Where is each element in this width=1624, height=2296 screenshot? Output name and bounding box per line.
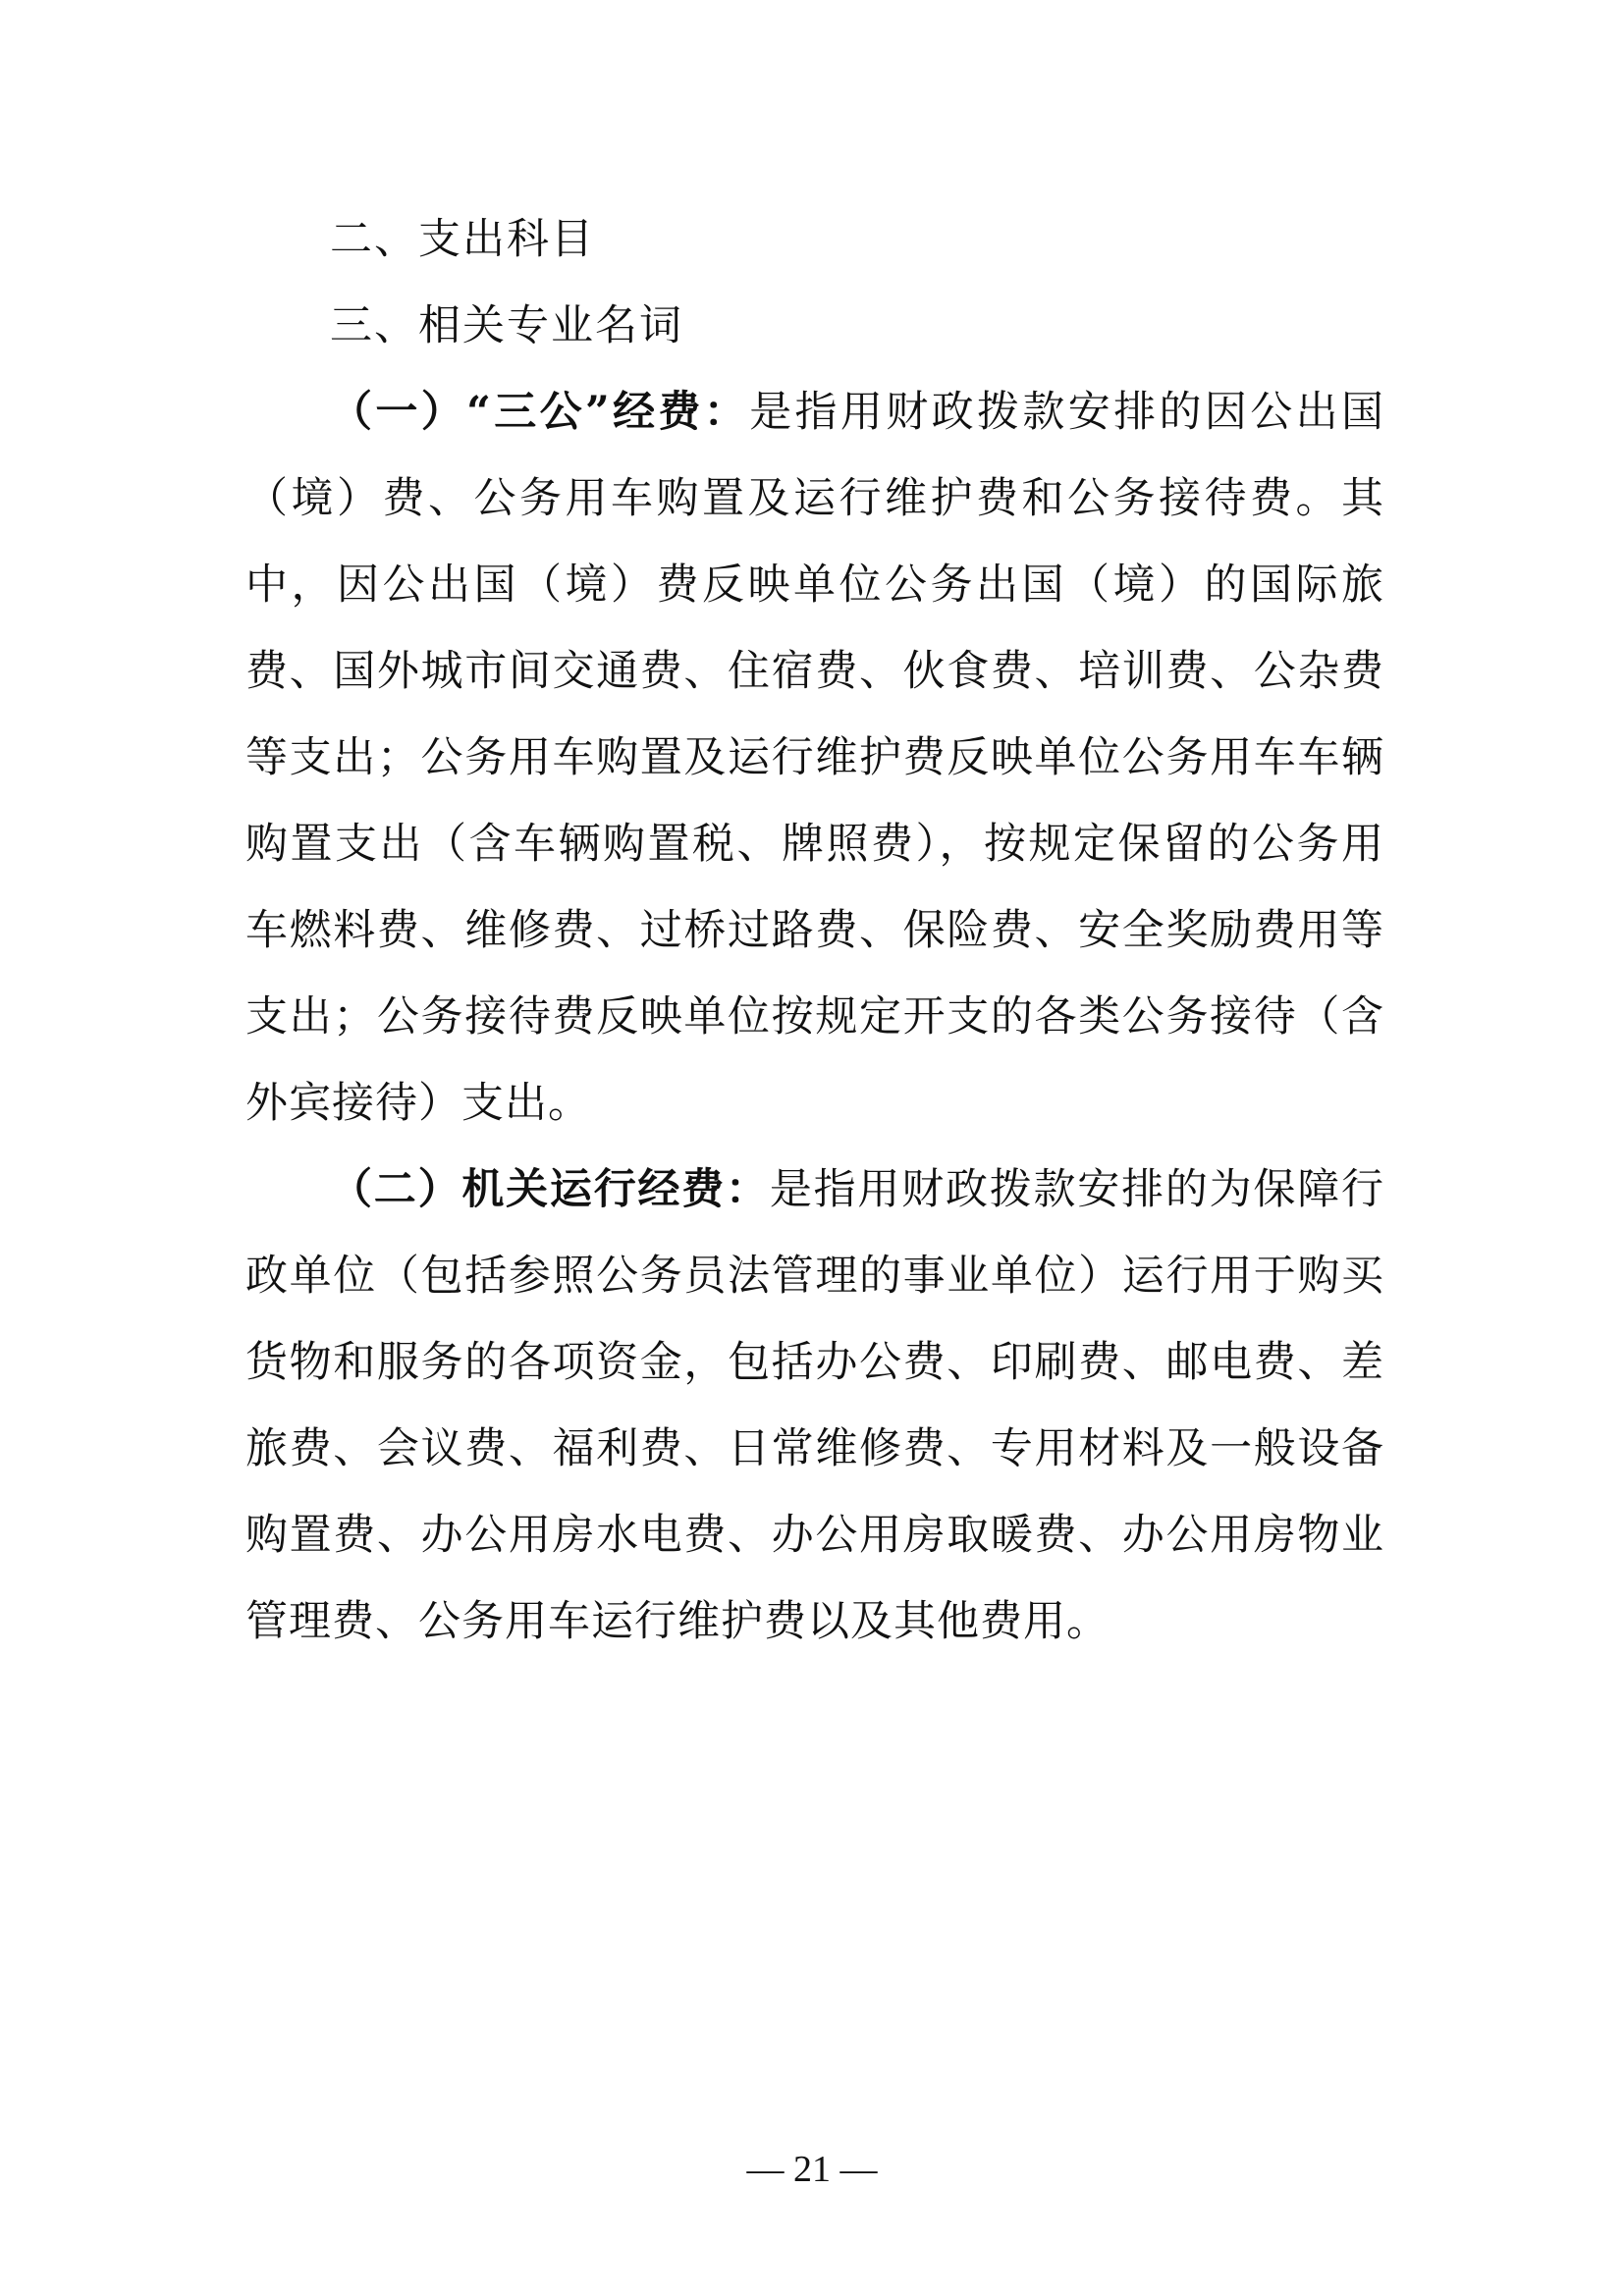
page-number: — 21 — (746, 2149, 878, 2190)
document-body (245, 196, 1384, 1665)
term-agency-operating-expenses: （二）机关运行经费： (330, 1165, 770, 1214)
heading-expenditure-items: 二、支出科目 (330, 215, 595, 264)
definition-agency-operating-expenses: 是指用财政拨款安排的为保障行政单位（包括参照公务员法管理的事业单位）运行用于购买货物和服务的各项资金，包括办公费、印刷费、邮电费、差旅费、会议费、福利费、日常维修费、专用材料及一般设备购置费、办公用房水电费、办公用房取暖费、办公用房物业管理费、公务用车运行维护费以及其他费用。 (245, 1165, 1385, 1646)
paragraph-three-public-expenses (245, 369, 1384, 1147)
paragraph-agency-operating-expenses (245, 1147, 1384, 1665)
definition-three-public-expenses: 是指用财政拨款安排的因公出国（境）费、公务用车购置及运行维护费和公务接待费。其中，因公出国（境）费反映单位公务出国（境）的国际旅费、国外城市间交通费、住宿费、伙食费、培训费、公杂费等支出；公务用车购置及运行维护费反映单位公务用车车辆购置支出（含车辆购置税、牌照费），按规定保留的公务用车燃料费、维修费、过桥过路费、保险费、安全奖励费用等支出；公务接待费反映单位按规定开支的各类公务接待（含外宾接待）支出。 (245, 388, 1385, 1128)
heading-related-terms: 三、相关专业名词 (330, 301, 683, 350)
term-three-public-expenses: （一）“三公”经费： (330, 388, 750, 437)
